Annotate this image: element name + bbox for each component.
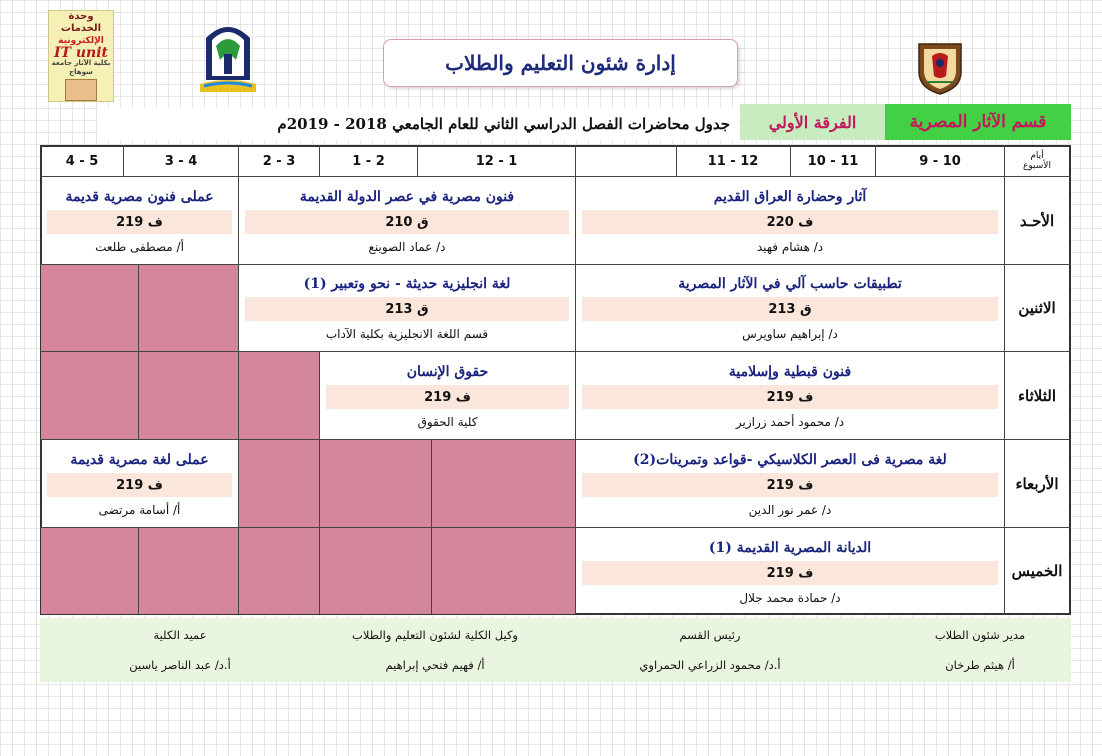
- it-logo-line4: بكلية الآثار جامعة سوهاج: [51, 59, 111, 76]
- course-room: ف 219: [47, 473, 232, 497]
- signature-title: مدير شئون الطلاب: [934, 628, 1026, 642]
- week-days-label-line1: أيام: [1030, 151, 1044, 161]
- empty-cell: [431, 439, 575, 527]
- course-room: ف 220: [582, 210, 998, 234]
- course-instructor: د/ هشام فهيد: [756, 240, 824, 254]
- course-room: ف 219: [582, 473, 998, 497]
- time-slot-4-5: 4 - 5: [65, 153, 99, 169]
- time-slot-3-4: 3 - 4: [164, 153, 198, 169]
- course-name: فنون قبطية وإسلامية: [728, 364, 852, 380]
- empty-cell: [138, 527, 238, 614]
- university-logo: [915, 38, 965, 96]
- course-name: لغة مصرية فى العصر الكلاسيكي -قواعد وتمرينات(2): [633, 452, 947, 468]
- course-name: تطبيقات حاسب آلي في الآثار المصرية: [678, 276, 902, 292]
- signature-name: أ.د/ عبد الناصر ياسين: [129, 658, 231, 672]
- department-label: قسم الآثار المصرية: [885, 104, 1071, 140]
- day-tuesday: الثلاثاء: [1017, 386, 1056, 405]
- grid-line: [40, 527, 1071, 528]
- course-name: عملى فنون مصرية قديمة: [65, 189, 214, 205]
- time-slot-1-2: 1 - 2: [352, 153, 385, 169]
- course-cell: [576, 535, 1004, 611]
- signature-name: أ.د/ محمود الزراعي الحمراوي: [639, 658, 781, 672]
- signature-name: أ/ هيثم طرخان: [945, 658, 1015, 672]
- grid-line: [431, 439, 432, 614]
- course-name: آثار وحضارة العراق القديم: [713, 189, 867, 205]
- it-unit-logo: [48, 10, 114, 102]
- grid-line: [40, 176, 1071, 177]
- empty-cell: [319, 439, 431, 527]
- course-instructor: د/ محمود أحمد زرازير: [735, 415, 845, 429]
- empty-cell: [238, 439, 319, 527]
- week-days-header: [1004, 147, 1070, 175]
- day-sunday: الأحـد: [1019, 211, 1055, 230]
- grid-line: [138, 264, 139, 439]
- grid-line: [40, 264, 1071, 265]
- course-name: عملى لغة مصرية قديمة: [70, 452, 209, 468]
- time-slot-2-3: 2 - 3: [262, 153, 296, 169]
- time-slot-12-1: 12 - 1: [475, 153, 518, 169]
- empty-cell: [238, 527, 319, 614]
- day-wednesday: الأربعاء: [1015, 474, 1059, 493]
- signatures-bar: [40, 618, 1071, 682]
- signature-name: أ/ فهيم فتحي إبراهيم: [385, 658, 485, 672]
- empty-cell: [41, 265, 138, 351]
- grid-line: [40, 351, 1071, 352]
- empty-cell: [238, 351, 319, 439]
- empty-cell: [41, 527, 138, 614]
- course-cell: [576, 271, 1004, 347]
- schedule-title: جدول محاضرات الفصل الدراسي الثاني للعام الجامعي 2018 - 2019م: [98, 108, 738, 140]
- course-room: ف 219: [582, 385, 998, 409]
- it-logo-line1: وحدة الخدمات: [60, 11, 102, 34]
- time-slot-9-10: 9 - 10: [919, 153, 961, 169]
- course-room: ق 213: [582, 297, 998, 321]
- it-logo-line3: IT unit: [54, 45, 108, 61]
- signature-title: عميد الكلية: [153, 628, 207, 642]
- course-cell: [41, 447, 238, 523]
- course-room: ق 213: [245, 297, 569, 321]
- it-logo-photo: [65, 79, 97, 101]
- course-cell: [239, 184, 575, 260]
- empty-cell: [431, 527, 575, 614]
- empty-cell: [319, 527, 431, 614]
- course-cell: [239, 271, 575, 347]
- course-room: ف 219: [47, 210, 232, 234]
- course-name: فنون مصرية في عصر الدولة القديمة: [299, 189, 515, 205]
- course-cell: [576, 359, 1004, 435]
- course-cell: [41, 184, 238, 260]
- course-cell: [320, 359, 575, 435]
- course-name: حقوق الإنسان: [406, 364, 489, 380]
- signature-title: رئيس القسم: [679, 628, 741, 642]
- course-instructor: د/ إبراهيم ساويرس: [742, 327, 838, 341]
- signature-title: وكيل الكلية لشئون التعليم والطلاب: [352, 628, 518, 642]
- faculty-logo: [196, 20, 260, 94]
- it-logo-line2: الإلكترونية: [58, 36, 104, 46]
- course-instructor: د/ عماد الصوينع: [368, 240, 446, 254]
- empty-cell: [41, 351, 138, 439]
- course-room: ف 219: [582, 561, 998, 585]
- course-room: ف 219: [326, 385, 569, 409]
- day-thursday: الخميس: [1011, 562, 1063, 580]
- course-instructor: قسم اللغة الانجليزية بكلية الآداب: [325, 327, 489, 341]
- empty-cell: [138, 265, 238, 351]
- course-cell: [576, 447, 1004, 523]
- course-room: ق 210: [245, 210, 569, 234]
- course-instructor: أ/ أسامة مرتضى: [98, 503, 181, 517]
- week-days-label-line2: الأسبوع: [1023, 161, 1051, 171]
- course-cell: [576, 184, 1004, 260]
- time-slot-11-12: 11 - 12: [707, 153, 759, 169]
- course-instructor: كلية الحقوق: [417, 415, 478, 429]
- time-slot-10-11: 10 - 11: [807, 153, 859, 169]
- course-name: الديانة المصرية القديمة (1): [708, 540, 872, 556]
- day-monday: الاثنين: [1018, 299, 1056, 317]
- course-instructor: د/ عمر نور الدين: [748, 503, 832, 517]
- grid-line: [138, 527, 139, 614]
- year-label: الفرقة الأولي: [740, 104, 885, 140]
- course-name: لغة انجليزية حديثة - نحو وتعبير (1): [303, 276, 511, 292]
- course-instructor: أ/ مصطفى طلعت: [95, 240, 184, 254]
- main-title: إدارة شئون التعليم والطلاب: [383, 39, 738, 87]
- empty-cell: [138, 351, 238, 439]
- grid-line: [40, 439, 1071, 440]
- course-instructor: د/ حمادة محمد جلال: [739, 591, 841, 605]
